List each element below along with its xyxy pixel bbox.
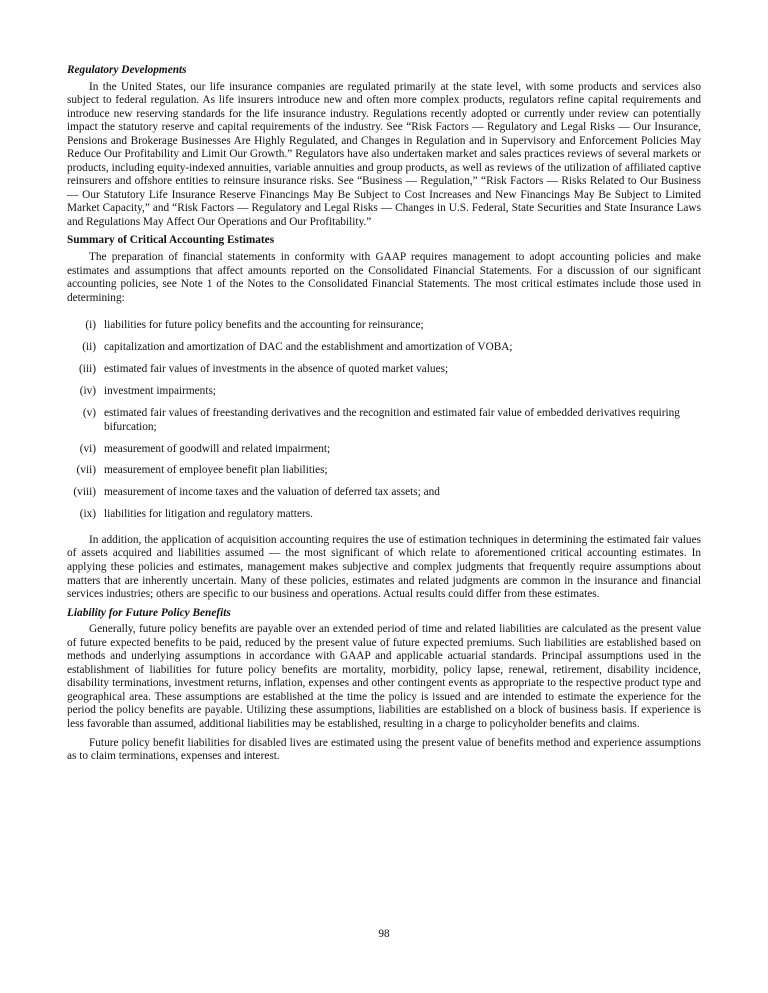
list-item: [67, 341, 701, 355]
paragraph-critical-estimates-intro: The preparation of financial statements in conformity with GAAP requires management to adopt accounting policies and make estimates and assumptions that affect amounts reported on the Consolidated Financial Statements. For a discussion of our significant accounting policies, see Note 1 of the Notes to the Consolidated Financial Statements. The most critical estimates include those used in determining:: [67, 251, 701, 304]
list-item-number: (vii): [76, 464, 96, 477]
list-item-text: measurement of income taxes and the valuation of deferred tax assets; and: [104, 486, 440, 499]
list-item-text: measurement of goodwill and related impairment;: [104, 442, 331, 455]
list-item-number: (vi): [79, 442, 96, 455]
list-item-number: (viii): [73, 486, 96, 499]
list-item-text: estimated fair values of freestanding derivatives and the recognition and estimated fair value of embedded derivatives requiring bifurcation;: [104, 407, 680, 433]
list-item-text: liabilities for future policy benefits and the accounting for reinsurance;: [104, 319, 424, 332]
paragraph-future-policy-1: Generally, future policy benefits are payable over an extended period of time and related liabilities are calculated as the present value of future expected benefits to be paid, reduced by the present value of future expected premiums. Such liabilities are established based on methods and underlying assumptions in accordance with GAAP and applicable actuarial standards. Principal assumptions used in the establishment of liabilities for future policy benefits are mortality, morbidity, policy lapse, renewal, retirement, disability incidence, disability terminations, investment returns, inflation, expenses and other contingent events as appropriate to the respective product type and geographical area. These assumptions are established at the time the policy is issued and are intended to estimate the experience for the period the policy benefits are payable. Utilizing these assumptions, liabilities are established on a block of business basis. If experience is less favorable than assumed, additional liabilities may be established, resulting in a charge to policyholder benefits and claims.: [67, 623, 701, 730]
list-item: [67, 464, 701, 478]
list-item-number: (v): [82, 407, 96, 420]
list-item-text: liabilities for litigation and regulatory matters.: [104, 508, 313, 521]
list-item-number: (iv): [79, 385, 96, 398]
list-item-text: capitalization and amortization of DAC and the establishment and amortization of VOBA;: [104, 341, 513, 354]
paragraph-regulatory: In the United States, our life insurance companies are regulated primarily at the state level, with some products and services also subject to federal regulation. As life insurers introduce new and often more complex products, regulators refine capital requirements and introduce new reserving standards for the life insurance industry. Regulations recently adopted or currently under review can potentially impact the statutory reserve and capital requirements of the industry. See “Risk Factors — Regulatory and Legal Risks — Our Insurance, Pensions and Brokerage Businesses Are Highly Regulated, and Changes in Regulation and in Supervisory and Enforcement Policies May Reduce Our Profitability and Limit Our Growth.” Regulators have also undertaken market and sales practices reviews of several markets or products, including equity-indexed annuities, variable annuities and group products, as well as reviews of the utilization of affiliated captive reinsurers and offshore entities to reinsure insurance risks. See “Business — Regulation,” “Risk Factors — Risks Related to Our Business — Our Statutory Life Insurance Reserve Financings May Be Subject to Cost Increases and New Financings May Be Subject to Limited Market Capacity,” and “Risk Factors — Regulatory and Legal Risks — Changes in U.S. Federal, State Securities and State Insurance Laws and Regulations May Affect Our Operations and Our Profitability.”: [67, 80, 701, 229]
list-item-text: measurement of employee benefit plan liabilities;: [104, 464, 328, 477]
list-item: [67, 407, 701, 434]
list-item-number: (i): [85, 319, 96, 332]
list-item: [67, 508, 701, 522]
list-item: [67, 385, 701, 399]
list-item-text: estimated fair values of investments in the absence of quoted market values;: [104, 363, 449, 376]
list-item: [67, 363, 701, 377]
paragraph-critical-estimates-closing: In addition, the application of acquisition accounting requires the use of estimation techniques in determining the estimated fair values of assets acquired and liabilities assumed — the most significant of which relate to aforementioned critical accounting estimates. In applying these policies and estimates, management makes subjective and complex judgments that frequently require assumptions about matters that are inherently uncertain. Many of these policies, estimates and related judgments are common in the insurance and financial services industries; others are specific to our business and operations. Actual results could differ from these estimates.: [67, 533, 701, 601]
list-item-number: (iii): [79, 363, 96, 376]
list-item-number: (ii): [82, 341, 96, 354]
list-item: [67, 319, 701, 333]
list-item: [67, 443, 701, 457]
list-item-number: (ix): [79, 508, 96, 521]
paragraph-future-policy-2: Future policy benefit liabilities for disabled lives are estimated using the present value of benefits method and experience assumptions as to claim terminations, expenses and interest.: [67, 736, 701, 763]
document-page: [67, 64, 701, 764]
section-heading-regulatory-developments: Regulatory Developments: [67, 64, 187, 76]
critical-estimates-list: [67, 319, 701, 522]
page-number: 98: [378, 928, 390, 940]
list-item-text: investment impairments;: [104, 385, 217, 398]
list-item: [67, 486, 701, 500]
section-heading-future-policy-benefits: Liability for Future Policy Benefits: [67, 606, 231, 619]
section-heading-critical-accounting-estimates: Summary of Critical Accounting Estimates: [67, 233, 275, 246]
